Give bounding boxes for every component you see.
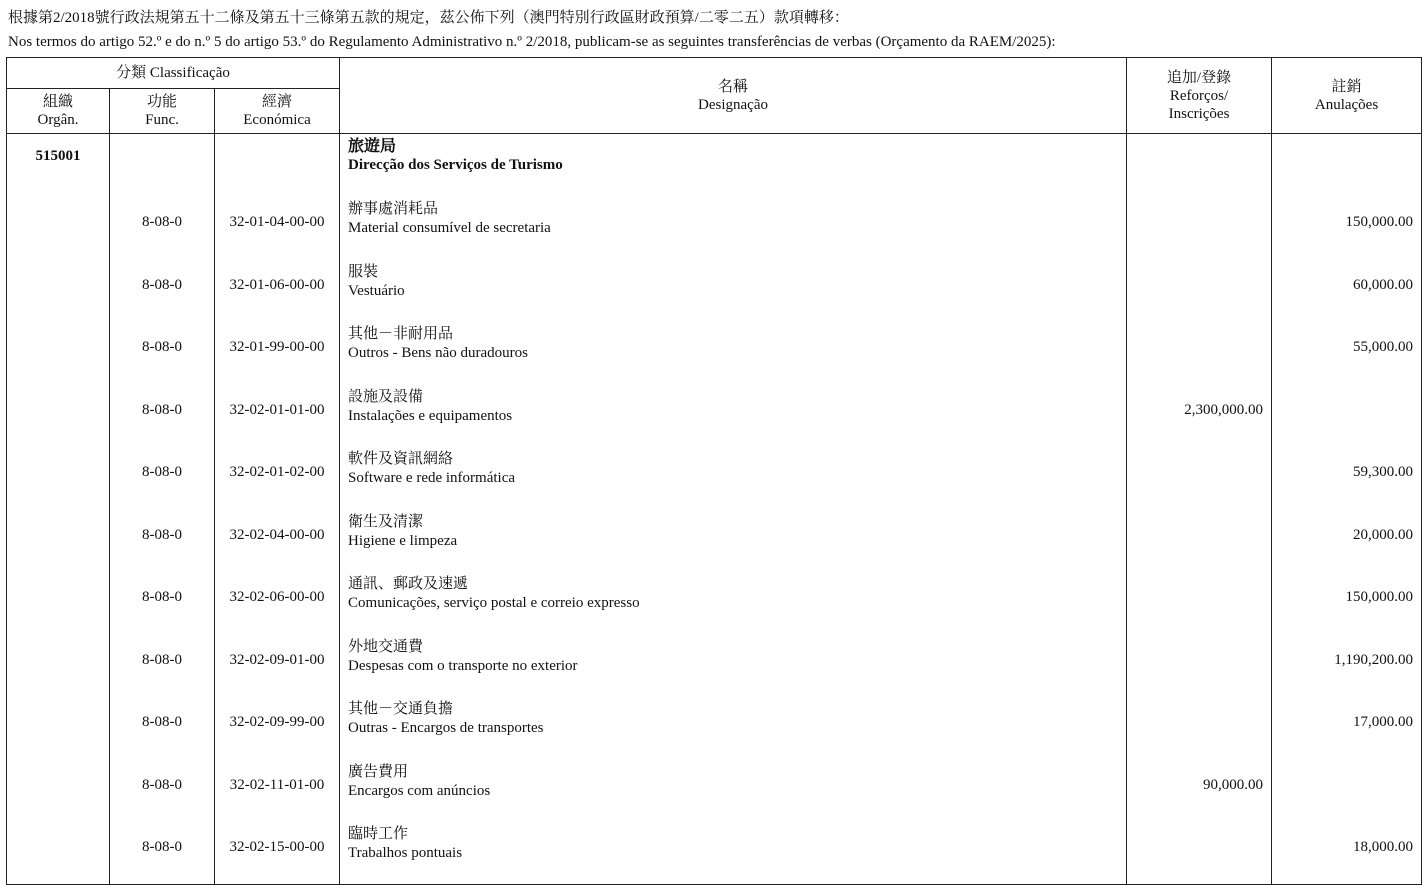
intro-text-chinese: 根據第2/2018號行政法規第五十二條及第五十三條第五款的規定，茲公佈下列（澳門特別行政區財政預算/二零二五）款項轉移： — [8, 10, 849, 26]
item-designation-zh: 廣告費用 — [348, 763, 409, 780]
annulments-header — [1272, 58, 1422, 134]
reinforcements-header-zh: 追加/登錄 — [1166, 69, 1232, 86]
entity-name-pt: Direcção dos Serviços de Turismo — [348, 157, 563, 173]
item-designation — [340, 696, 1127, 759]
organic-header-pt: Orgân. — [37, 112, 79, 128]
functional-header-zh: 功能 — [146, 94, 177, 110]
table-row — [7, 509, 1422, 572]
organic-cell — [7, 321, 110, 384]
reinforcement-amount — [1127, 321, 1272, 384]
reinforcement-amount — [1127, 571, 1272, 634]
entity-row — [7, 134, 1422, 197]
item-designation — [340, 321, 1127, 384]
table-row — [7, 634, 1422, 697]
item-designation-zh: 設施及設備 — [348, 388, 424, 405]
functional-code: 8-08-0 — [110, 821, 215, 884]
item-designation — [340, 759, 1127, 822]
annulment-amount: 60,000.00 — [1272, 259, 1422, 322]
annulment-amount: 17,000.00 — [1272, 696, 1422, 759]
table-row — [7, 446, 1422, 509]
item-designation — [340, 384, 1127, 447]
empty-cell — [215, 134, 340, 197]
item-designation-pt: Trabalhos pontuais — [348, 845, 463, 861]
empty-cell — [1272, 134, 1422, 197]
functional-code: 8-08-0 — [110, 321, 215, 384]
item-designation-pt: Despesas com o transporte no exterior — [348, 657, 578, 674]
annulment-amount — [1272, 759, 1422, 822]
annulments-header-pt: Anulações — [1314, 96, 1379, 113]
functional-header — [110, 89, 215, 134]
organic-header — [7, 89, 110, 134]
item-designation — [340, 509, 1127, 572]
reinforcements-header-pt2: Inscrições — [1168, 105, 1230, 122]
empty-cell — [110, 134, 215, 197]
organic-cell — [7, 821, 110, 884]
designation-header-zh: 名稱 — [718, 78, 749, 95]
reinforcement-amount — [1127, 196, 1272, 259]
organic-cell — [7, 509, 110, 572]
item-designation-pt: Encargos com anúncios — [348, 782, 491, 799]
annulment-amount — [1272, 384, 1422, 447]
item-designation-zh: 辦事處消耗品 — [348, 201, 439, 217]
reinforcements-header — [1127, 58, 1272, 134]
empty-cell — [1127, 134, 1272, 197]
economic-code: 32-02-09-01-00 — [215, 634, 340, 697]
entity-name — [340, 134, 1127, 197]
item-designation-pt: Material consumível de secretaria — [348, 220, 551, 236]
economic-code: 32-02-15-00-00 — [215, 821, 340, 884]
entity-name-zh: 旅遊局 — [348, 138, 397, 155]
functional-header-pt: Func. — [145, 112, 179, 128]
economic-code: 32-02-06-00-00 — [215, 571, 340, 634]
functional-code: 8-08-0 — [110, 259, 215, 322]
reinforcement-amount: 90,000.00 — [1127, 759, 1272, 822]
item-designation-zh: 通訊、郵政及速遞 — [348, 576, 469, 592]
organic-cell — [7, 259, 110, 322]
economic-header — [215, 89, 340, 134]
designation-header — [340, 58, 1127, 134]
table-row — [7, 696, 1422, 759]
functional-code: 8-08-0 — [110, 571, 215, 634]
economic-code: 32-02-01-01-00 — [215, 384, 340, 447]
economic-code: 32-02-11-01-00 — [215, 759, 340, 822]
item-designation-pt: Instalações e equipamentos — [348, 407, 513, 424]
annulments-header-zh: 註銷 — [1331, 78, 1362, 95]
economic-code: 32-01-99-00-00 — [215, 321, 340, 384]
annulment-amount: 150,000.00 — [1272, 571, 1422, 634]
reinforcement-amount: 2,300,000.00 — [1127, 384, 1272, 447]
annulment-amount: 150,000.00 — [1272, 196, 1422, 259]
organic-cell — [7, 696, 110, 759]
functional-code: 8-08-0 — [110, 384, 215, 447]
economic-code: 32-02-01-02-00 — [215, 446, 340, 509]
reinforcement-amount — [1127, 696, 1272, 759]
reinforcement-amount — [1127, 821, 1272, 884]
table-row — [7, 196, 1422, 259]
organic-cell — [7, 196, 110, 259]
functional-code: 8-08-0 — [110, 634, 215, 697]
item-designation — [340, 634, 1127, 697]
item-designation — [340, 571, 1127, 634]
item-designation-zh: 其他－交通負擔 — [348, 701, 454, 717]
item-designation-pt: Outras - Encargos de transportes — [348, 720, 544, 736]
organic-cell — [7, 759, 110, 822]
annulment-amount: 59,300.00 — [1272, 446, 1422, 509]
reinforcements-header-pt1: Reforços/ — [1169, 87, 1229, 104]
reinforcement-amount — [1127, 509, 1272, 572]
annulment-amount: 55,000.00 — [1272, 321, 1422, 384]
functional-code: 8-08-0 — [110, 509, 215, 572]
organic-cell — [7, 571, 110, 634]
item-designation — [340, 196, 1127, 259]
classification-header: 分類 Classificação — [7, 58, 340, 89]
item-designation-zh: 臨時工作 — [348, 826, 409, 842]
table-body — [7, 134, 1422, 885]
organic-cell — [7, 634, 110, 697]
economic-code: 32-01-04-00-00 — [215, 196, 340, 259]
economic-header-zh: 經濟 — [262, 94, 293, 110]
economic-header-pt: Económica — [243, 112, 311, 128]
item-designation-pt: Software e rede informática — [348, 470, 516, 486]
item-designation — [340, 259, 1127, 322]
functional-code: 8-08-0 — [110, 446, 215, 509]
functional-code: 8-08-0 — [110, 196, 215, 259]
reinforcement-amount — [1127, 446, 1272, 509]
reinforcement-amount — [1127, 259, 1272, 322]
organic-cell — [7, 446, 110, 509]
item-designation-pt: Comunicações, serviço postal e correio expresso — [348, 595, 640, 611]
table-row — [7, 259, 1422, 322]
designation-header-pt: Designação — [698, 96, 768, 113]
annulment-amount: 20,000.00 — [1272, 509, 1422, 572]
economic-code: 32-01-06-00-00 — [215, 259, 340, 322]
item-designation-zh: 外地交通費 — [348, 638, 424, 655]
item-designation-pt: Outros - Bens não duradouros — [348, 345, 528, 361]
item-designation — [340, 446, 1127, 509]
organic-cell — [7, 384, 110, 447]
table-row — [7, 571, 1422, 634]
intro-text-portuguese: Nos termos do artigo 52.º e do n.º 5 do artigo 53.º do Regulamento Administrativo n.º 2/2018, publicam-se as seguintes transferências de verbas (Orçamento da RAEM/2025): — [8, 34, 1056, 50]
item-designation-zh: 服裝 — [348, 263, 379, 280]
organic-code: 515001 — [7, 134, 110, 197]
item-designation-zh: 衛生及清潔 — [348, 513, 424, 530]
item-designation-zh: 其他－非耐用品 — [348, 326, 454, 342]
reinforcement-amount — [1127, 634, 1272, 697]
economic-code: 32-02-09-99-00 — [215, 696, 340, 759]
economic-code: 32-02-04-00-00 — [215, 509, 340, 572]
functional-code: 8-08-0 — [110, 696, 215, 759]
annulment-amount: 18,000.00 — [1272, 821, 1422, 884]
budget-transfer-table — [6, 57, 1422, 885]
table-row — [7, 821, 1422, 884]
item-designation-pt: Higiene e limpeza — [348, 532, 458, 549]
organic-header-zh: 組織 — [42, 94, 73, 110]
table-row — [7, 321, 1422, 384]
annulment-amount: 1,190,200.00 — [1272, 634, 1422, 697]
functional-code: 8-08-0 — [110, 759, 215, 822]
item-designation-zh: 軟件及資訊網絡 — [348, 451, 454, 467]
table-row — [7, 759, 1422, 822]
table-row — [7, 384, 1422, 447]
item-designation — [340, 821, 1127, 884]
item-designation-pt: Vestuário — [348, 282, 405, 299]
